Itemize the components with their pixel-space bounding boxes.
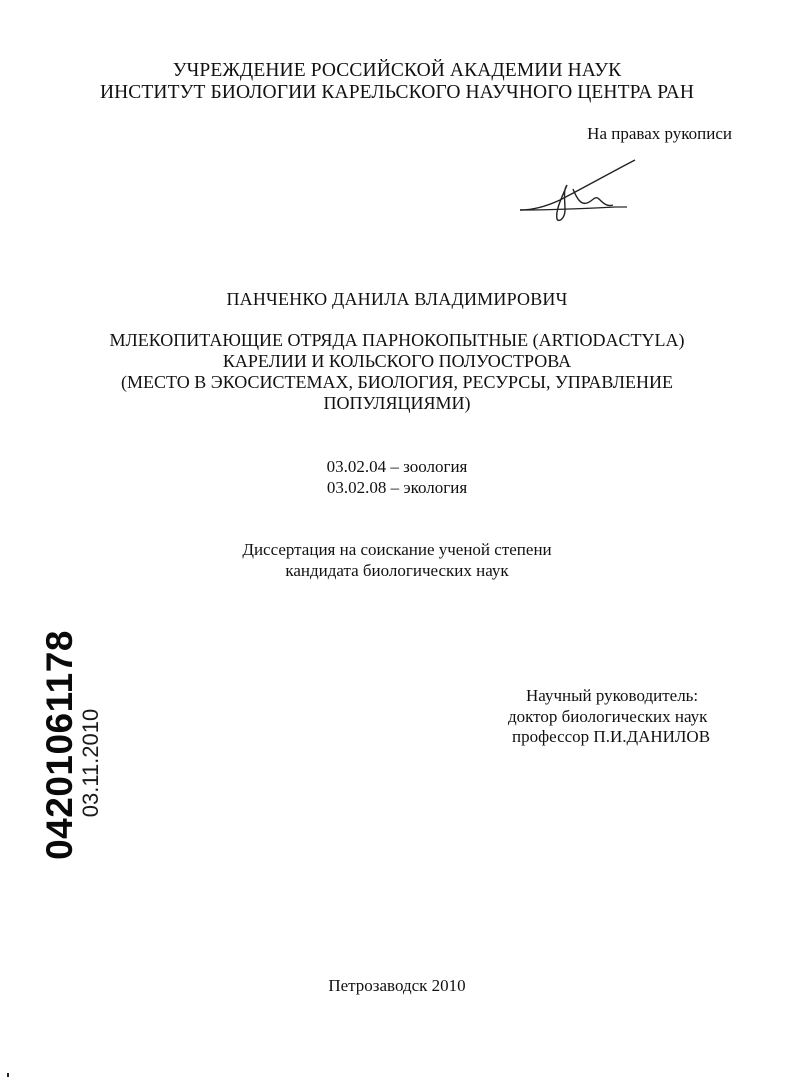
signature-icon: [515, 155, 645, 225]
author-name: ПАНЧЕНКО ДАНИЛА ВЛАДИМИРОВИЧ: [226, 289, 568, 309]
specialty-item: 03.02.08 – экология: [326, 478, 468, 497]
supervisor-block: [508, 686, 738, 748]
dissertation-title: [0, 330, 794, 414]
library-stamp-number: 04201061178: [39, 630, 80, 860]
library-stamp-date: 03.11.2010: [78, 708, 103, 818]
specialty-item: 03.02.04 – зоология: [326, 457, 468, 476]
supervisor-label: Научный руководитель:: [526, 686, 699, 705]
degree-line-1: Диссертация на соискание ученой степени: [242, 540, 552, 559]
manuscript-note: На правах рукописи: [587, 124, 732, 143]
supervisor-name: профессор П.И.ДАНИЛОВ: [512, 727, 711, 746]
title-line-2: КАРЕЛИИ И КОЛЬСКОГО ПОЛУОСТРОВА: [222, 351, 572, 371]
title-line-4: ПОПУЛЯЦИЯМИ): [323, 393, 471, 413]
degree-line-2: кандидата биологических наук: [285, 561, 509, 580]
degree-statement: [0, 539, 794, 581]
institution-header: [0, 60, 794, 105]
institution-line-1: УЧРЕЖДЕНИЕ РОССИЙСКОЙ АКАДЕМИИ НАУК: [172, 60, 622, 81]
specialty-codes: [0, 456, 794, 498]
supervisor-degree: доктор биологических наук: [508, 706, 708, 726]
city-year: Петрозаводск 2010: [328, 976, 466, 995]
institution-line-2: ИНСТИТУТ БИОЛОГИИ КАРЕЛЬСКОГО НАУЧНОГО ЦЕНТРА РАН: [99, 82, 695, 104]
scan-mark: [7, 1073, 9, 1077]
title-line-1: МЛЕКОПИТАЮЩИЕ ОТРЯДА ПАРНОКОПЫТНЫЕ (ARTIODACTYLA): [109, 330, 685, 350]
title-line-3: (МЕСТО В ЭКОСИСТЕМАХ, БИОЛОГИЯ, РЕСУРСЫ, УПРАВЛЕНИЕ: [121, 372, 673, 392]
